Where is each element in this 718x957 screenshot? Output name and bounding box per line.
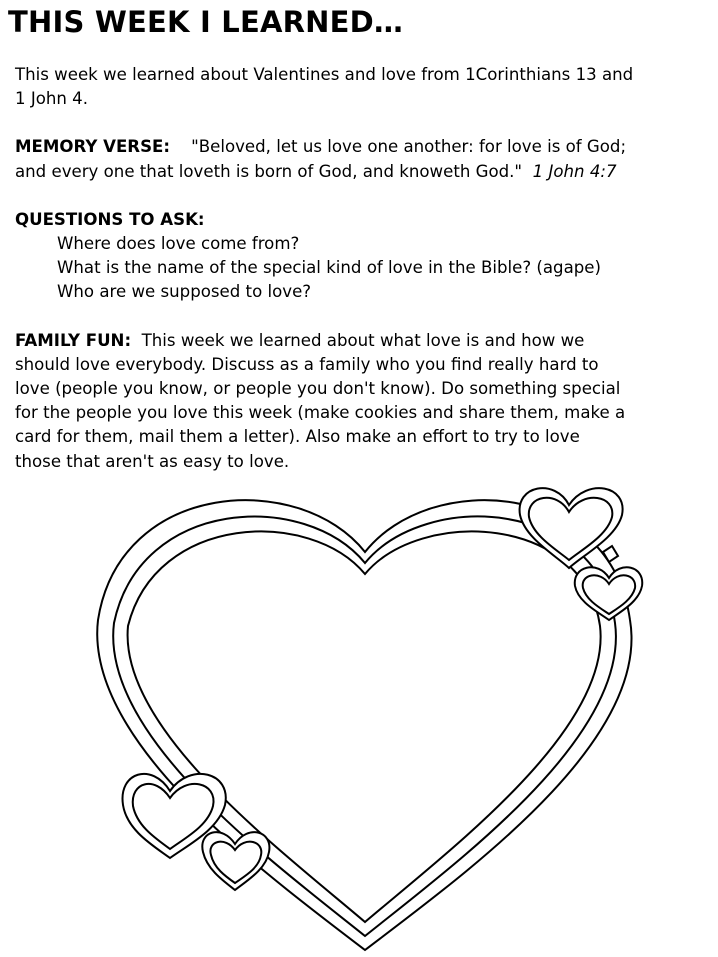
family-fun-line-6: those that aren't as easy to love. <box>15 451 290 471</box>
family-fun-line-3: love (people you know, or people you don't know). Do something special <box>15 379 621 399</box>
question-item: What is the name of the special kind of love in the Bible? (agape) <box>57 258 601 278</box>
spacer <box>15 184 705 208</box>
tiny-heart-connector <box>603 546 618 562</box>
family-fun-label: FAMILY FUN: <box>15 330 132 350</box>
question-item: Where does love come from? <box>57 234 300 254</box>
questions-label: QUESTIONS TO ASK: <box>15 209 205 229</box>
heart-frame-icon <box>0 470 718 957</box>
page-title: THIS WEEK I LEARNED… <box>8 5 404 39</box>
memory-verse-label: MEMORY VERSE: <box>15 137 171 157</box>
memory-verse-line-2: and every one that loveth is born of God, and knoweth God." <box>15 161 523 181</box>
spacer <box>15 111 705 135</box>
family-fun-line-5: card for them, mail them a letter). Also make an effort to try to love <box>15 427 580 447</box>
family-fun-line-4: for the people you love this week (make cookies and share them, make a <box>15 403 626 423</box>
worksheet-body <box>15 63 705 474</box>
memory-verse-reference: 1 John 4:7 <box>532 161 617 181</box>
question-item: Who are we supposed to love? <box>57 282 312 302</box>
family-fun-line-1: This week we learned about what love is and how we <box>141 330 585 350</box>
spacer <box>15 305 705 329</box>
memory-verse-line-1: "Beloved, let us love one another: for love is of God; <box>191 137 627 157</box>
large-heart-outline <box>97 500 631 950</box>
intro-line-2: 1 John 4. <box>15 89 89 109</box>
memory-verse-section <box>15 135 705 183</box>
intro-line-1: This week we learned about Valentines and love from 1Corinthians 13 and <box>15 65 634 84</box>
intro-paragraph <box>15 63 705 111</box>
questions-section <box>15 208 705 305</box>
small-heart-right <box>575 567 642 620</box>
family-fun-line-2: should love everybody. Discuss as a family who you find really hard to <box>15 354 599 374</box>
family-fun-section <box>15 329 705 474</box>
small-heart-bottom-left <box>202 832 269 890</box>
